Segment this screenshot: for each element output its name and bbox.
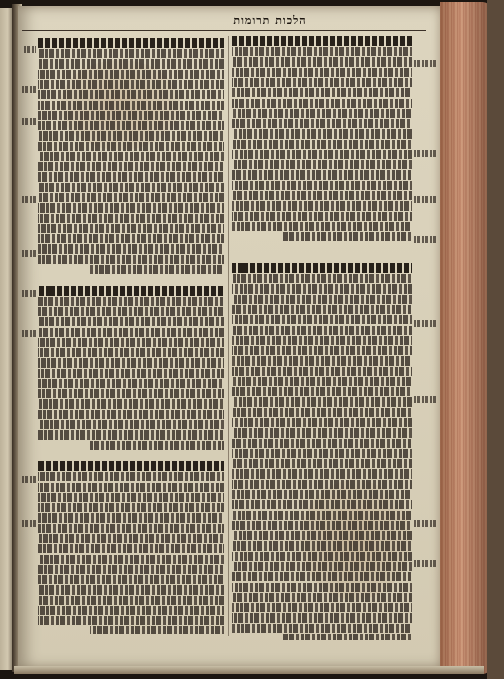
text-line [38,131,224,140]
text-line [38,389,224,398]
text-line [232,274,412,283]
text-line [232,418,412,427]
marginal-gloss [414,396,436,403]
text-line [232,295,412,304]
text-line [232,562,412,571]
text-line [232,500,412,509]
text-line [232,346,412,355]
marginal-gloss [22,196,36,203]
text-line [38,461,224,471]
text-line [282,634,412,640]
marginal-gloss [22,250,36,257]
text-line [232,397,412,406]
text-line [232,47,412,56]
text-line [38,348,224,357]
text-line [90,441,224,450]
text-line [232,459,412,468]
text-line [38,255,224,264]
text-line [232,36,412,46]
text-line [232,315,412,324]
text-line [232,613,412,622]
text-line [38,111,224,120]
text-line [38,286,224,296]
marginal-gloss [414,60,436,67]
text-line [232,428,412,437]
text-line [232,603,412,612]
text-line [232,181,412,190]
text-line [38,585,224,594]
text-line [38,369,224,378]
text-line [232,583,412,592]
marginal-gloss [414,320,436,327]
text-line [38,121,224,130]
marginal-gloss [22,476,36,483]
text-line [232,624,412,633]
marginal-gloss [22,290,36,297]
page-bottom-edge [14,666,484,674]
text-line [38,234,224,243]
text-line [232,511,412,520]
text-line [232,78,412,87]
marginal-gloss [414,150,436,157]
page-fore-edge-shading [440,2,492,674]
text-line [38,38,224,48]
text-line [38,224,224,233]
book-binding [487,0,504,679]
marginal-gloss [22,330,36,337]
text-line [232,68,412,77]
marginal-gloss [24,46,36,53]
text-line [38,606,224,615]
text-line [38,358,224,367]
text-line [38,307,224,316]
text-line [38,80,224,89]
text-line [38,513,224,522]
text-column-inner [38,38,224,634]
marginal-gloss [414,236,436,243]
text-line [38,244,224,253]
text-line [38,297,224,306]
text-line [38,162,224,171]
text-line [232,552,412,561]
text-line [38,317,224,326]
text-line [232,222,412,231]
text-line [232,191,412,200]
text-line [38,430,224,439]
text-line [38,534,224,543]
text-line [232,377,412,386]
marginal-gloss [22,520,36,527]
text-line [38,565,224,574]
text-line [38,379,224,388]
text-line [90,265,224,274]
text-line [232,469,412,478]
text-line [232,439,412,448]
text-line [38,152,224,161]
text-line [232,480,412,489]
text-line [232,129,412,138]
text-line [38,410,224,419]
text-line [38,555,224,564]
text-line [38,493,224,502]
text-line [232,212,412,221]
marginal-gloss [22,86,36,93]
text-line [232,367,412,376]
text-line [38,214,224,223]
text-line [232,541,412,550]
text-line [232,140,412,149]
text-line [232,119,412,128]
text-line [38,420,224,429]
text-line [232,593,412,602]
text-line [38,59,224,68]
text-line [38,483,224,492]
text-line [38,575,224,584]
column-divider [228,36,229,636]
text-line [38,142,224,151]
text-line [90,626,224,634]
text-line [232,572,412,581]
text-line [232,201,412,210]
text-line [232,284,412,293]
text-line [232,356,412,365]
text-line [232,263,412,273]
text-line [232,88,412,97]
text-line [232,490,412,499]
text-line [232,408,412,417]
text-line [232,109,412,118]
text-line [38,183,224,192]
text-line [38,503,224,512]
text-line [38,328,224,337]
text-line [232,99,412,108]
text-line [232,305,412,314]
text-line [38,203,224,212]
text-line [38,472,224,481]
text-line [38,399,224,408]
text-line [232,170,412,179]
text-column-outer [232,36,412,640]
text-line [38,544,224,553]
marginal-gloss [414,196,436,203]
text-line [232,336,412,345]
text-line [38,49,224,58]
text-line [232,449,412,458]
running-header: הלכות תרומות [233,14,307,27]
marginal-gloss [414,560,436,567]
text-line [38,70,224,79]
text-line [232,57,412,66]
text-line [38,616,224,625]
text-line [38,338,224,347]
text-line [38,172,224,181]
text-line [232,521,412,530]
text-line [232,160,412,169]
marginal-gloss [414,520,436,527]
text-line [38,193,224,202]
text-line [38,596,224,605]
text-line [38,90,224,99]
marginal-gloss [22,118,36,125]
text-line [232,326,412,335]
text-line [232,387,412,396]
text-line [232,150,412,159]
text-line [38,524,224,533]
text-line [38,101,224,110]
text-line [232,531,412,540]
header-rule [22,30,426,31]
text-line [282,232,412,241]
